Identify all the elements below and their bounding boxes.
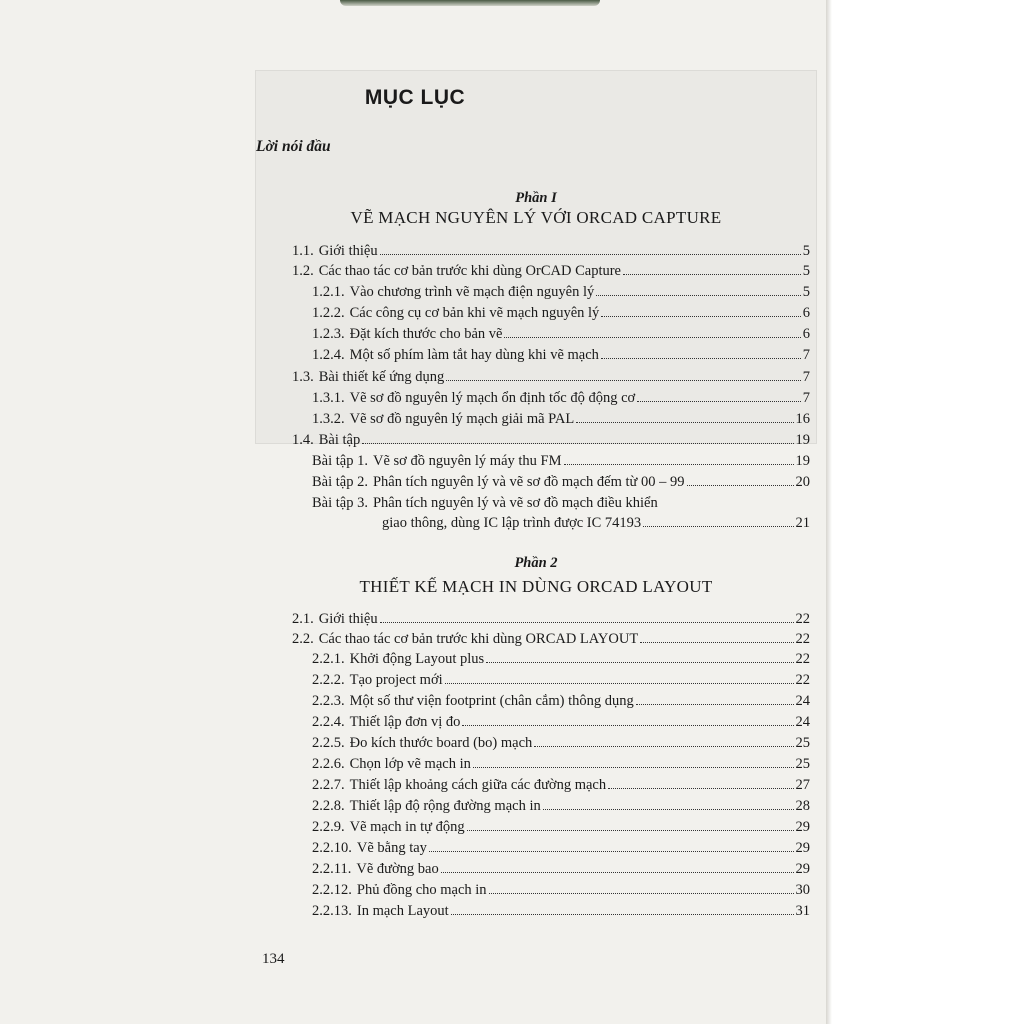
toc-entry: 1.2.2. Các công cụ cơ bản khi vẽ mạch nguyên lý 6 (312, 305, 810, 321)
toc-entry: 2.2.13. In mạch Layout 31 (312, 903, 810, 919)
page-title: MỤC LỤC (364, 86, 466, 109)
toc-entry: 2.2.3. Một số thư viện footprint (chân cắm) thông dụng 24 (312, 693, 810, 709)
toc-entry: 1.4. Bài tập 19 (292, 432, 810, 448)
toc-entry: Bài tập 1. Vẽ sơ đồ nguyên lý máy thu FM 19 (312, 453, 810, 469)
toc-entry: 1.1. Giới thiệu 5 (292, 243, 810, 259)
preface-heading: Lời nói đầu (256, 138, 331, 155)
toc-entry: Bài tập 2. Phân tích nguyên lý và vẽ sơ đồ mạch đếm từ 00 – 99 20 (312, 474, 810, 490)
toc-entry: 2.2.12. Phủ đồng cho mạch in 30 (312, 882, 810, 898)
toc-entry: 2.2.10. Vẽ bằng tay 29 (312, 840, 810, 856)
part2-title: THIẾT KẾ MẠCH IN DÙNG ORCAD LAYOUT (359, 577, 713, 596)
page-edge (826, 0, 832, 1024)
toc-entry: 1.2.4. Một số phím làm tắt hay dùng khi vẽ mạch 7 (312, 347, 810, 363)
toc-entry: 2.2.8. Thiết lập độ rộng đường mạch in 28 (312, 798, 810, 814)
part1-label: Phần I (515, 190, 557, 206)
toc-entry: 2.2.11. Vẽ đường bao 29 (312, 861, 810, 877)
part2-label: Phần 2 (514, 555, 558, 571)
toc-entry: 1.3. Bài thiết kế ứng dụng 7 (292, 369, 810, 385)
toc-entry: Bài tập 3. Phân tích nguyên lý và vẽ sơ đồ mạch điều khiển (312, 495, 658, 511)
toc-entry: 1.2.1. Vào chương trình vẽ mạch điện nguyên lý 5 (312, 284, 810, 300)
toc-entry: 2.2. Các thao tác cơ bản trước khi dùng ORCAD LAYOUT 22 (292, 631, 810, 647)
toc-entry: 1.2.3. Đặt kích thước cho bản vẽ 6 (312, 326, 810, 342)
toc-entry: 1.3.2. Vẽ sơ đồ nguyên lý mạch giải mã PAL 16 (312, 411, 810, 427)
toc-entry: 2.2.7. Thiết lập khoảng cách giữa các đường mạch 27 (312, 777, 810, 793)
toc-entry: giao thông, dùng IC lập trình được IC 74193 21 (382, 515, 810, 531)
toc-entry: 2.2.2. Tạo project mới 22 (312, 672, 810, 688)
toc-entry: 2.2.5. Đo kích thước board (bo) mạch 25 (312, 735, 810, 751)
toc-entry: 2.2.9. Vẽ mạch in tự động 29 (312, 819, 810, 835)
toc-entry: 2.1. Giới thiệu 22 (292, 611, 810, 627)
page-number: 134 (262, 951, 285, 967)
toc-entry: 2.2.6. Chọn lớp vẽ mạch in 25 (312, 756, 810, 772)
toc-entry: 1.2. Các thao tác cơ bản trước khi dùng OrCAD Capture 5 (292, 263, 810, 279)
part1-title: VẼ MẠCH NGUYÊN LÝ VỚI ORCAD CAPTURE (350, 208, 722, 227)
toc-entry: 2.2.4. Thiết lập đơn vị đo 24 (312, 714, 810, 730)
binding-strip (340, 0, 600, 6)
toc-entry: 1.3.1. Vẽ sơ đồ nguyên lý mạch ổn định tốc độ động cơ 7 (312, 390, 810, 406)
toc-entry: 2.2.1. Khởi động Layout plus 22 (312, 651, 810, 667)
